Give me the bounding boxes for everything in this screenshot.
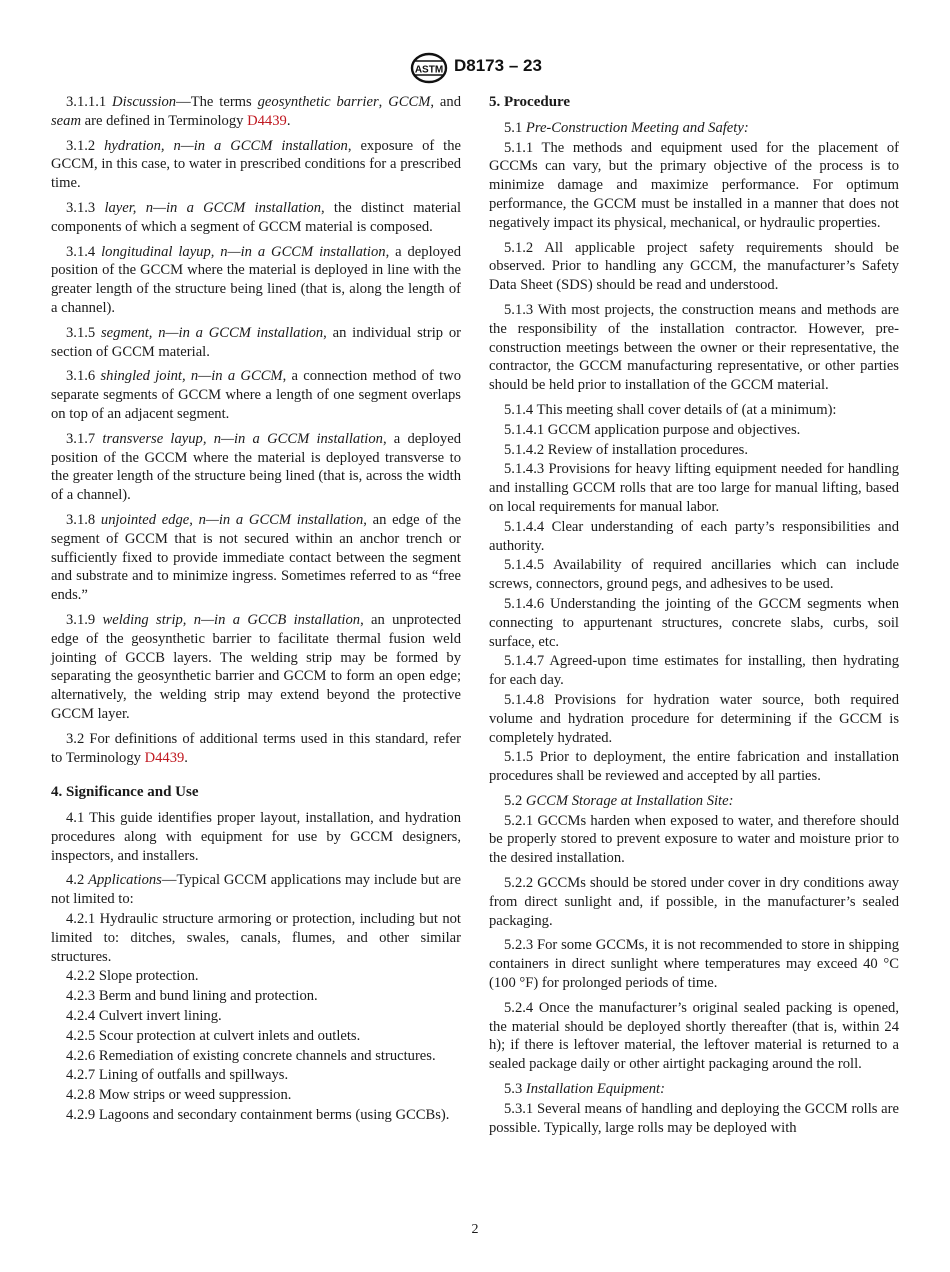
clause-4-2-2 [51, 967, 461, 986]
defined-term: Applications [88, 872, 162, 889]
clause-text: For definitions of additional terms used in this standard, refer to Terminology [51, 730, 462, 766]
clause-text: Review of installation procedures. [547, 441, 748, 458]
clause-4-2-5 [51, 1027, 461, 1046]
clause-4-2-6 [51, 1047, 461, 1066]
clause-text: GCCM application purpose and objectives. [547, 421, 801, 438]
clause-text: . [286, 112, 291, 129]
clause-5-1-4-6 [489, 595, 899, 651]
clause-text: Hydraulic structure armoring or protection, including but not limited to: ditches, swales, canals, flumes, and other similar structures. [51, 911, 461, 965]
clause-text: Lining of outfalls and spillways. [98, 1067, 289, 1084]
clause-number: 5.3.1 [504, 1100, 534, 1117]
clause-5-2-2 [489, 874, 899, 930]
clause-number: 5.2.1 [504, 812, 534, 829]
standard-reference-link[interactable]: D4439 [247, 112, 287, 129]
clause-number: 3.1.1.1 [66, 94, 107, 110]
defined-term: hydration, n—in a GCCM installation [104, 137, 348, 154]
clause-number: 4.2.3 [66, 988, 96, 1005]
clause-number: 5.1.4.5 [504, 557, 545, 574]
clause-number: 5.1.5 [504, 749, 534, 766]
clause-text: Clear understanding of each party’s responsibilities and authority. [489, 518, 899, 554]
right-column [489, 93, 899, 1143]
clause-text: , the distinct material components of which a segment of GCCM material is composed. [51, 199, 462, 235]
clause-5-1-4-2 [489, 441, 899, 460]
clause-3-1-1-1 [51, 93, 461, 131]
clause-text: , and [430, 94, 461, 110]
clause-number: 4.2.6 [66, 1047, 96, 1064]
clause-5-1-5 [489, 748, 899, 786]
clause-number: 3.1.8 [66, 511, 96, 528]
clause-text: , a deployed position of the GCCM where the material is deployed transverse to the greater length of the structure being lined (that is, across the width of a channel). [51, 430, 461, 504]
clause-5-1-4-4 [489, 518, 899, 556]
clause-number: 4.2.1 [66, 911, 96, 928]
clause-text: , [378, 94, 389, 110]
clause-number: 5.2.3 [504, 937, 534, 954]
clause-text: Scour protection at culvert inlets and outlets. [98, 1027, 361, 1044]
clause-text: , an individual strip or section of GCCM material. [51, 324, 462, 360]
clause-5-1-4 [489, 401, 899, 420]
clause-number: 5.1.4.8 [504, 691, 545, 708]
defined-term: Pre-Construction Meeting and Safety: [525, 119, 749, 136]
clause-4-2-7 [51, 1066, 461, 1085]
clause-number: 5.3 [504, 1081, 523, 1098]
clause-text: GCCMs should be stored under cover in dry conditions away from direct sunlight and, if possible, in the manufacturer’s sealed packaging. [489, 875, 899, 929]
clause-5-1-4-8 [489, 691, 899, 747]
clause-5-2-3 [489, 936, 899, 992]
clause-4-2-1 [51, 910, 461, 966]
clause-text: —Typical GCCM applications may include but are not limited to: [51, 872, 461, 908]
clause-text: Berm and bund lining and protection. [98, 988, 318, 1005]
clause-3-1-7 [51, 430, 461, 505]
clause-number: 5.1.4.3 [504, 461, 545, 478]
clause-5-2-4 [489, 999, 899, 1074]
clause-number: 5.1.4.4 [504, 518, 545, 535]
clause-3-1-3 [51, 199, 461, 237]
clause-text: , a connection method of two separate segments of GCCM where a length of one segment overlaps on top of an adjacent segment. [51, 368, 462, 422]
clause-number: 3.1.3 [66, 199, 96, 216]
clause-text: Provisions for heavy lifting equipment needed for handling and installing GCCM rolls that are too large for manual lifting, based on local requirements for manual labor. [489, 461, 900, 515]
clause-3-1-5 [51, 324, 461, 362]
defined-term: seam [51, 112, 81, 129]
defined-term: GCCM Storage at Installation Site: [525, 792, 734, 809]
clause-text: Availability of required ancillaries which can include screws, connectors, ground pegs, and adhesives to be used. [489, 557, 899, 593]
clause-text: Agreed-upon time estimates for installing, then hydrating for each day. [489, 653, 899, 689]
clause-number: 4.2.8 [66, 1087, 96, 1104]
left-column [51, 93, 461, 1126]
defined-term: Discussion [112, 94, 177, 110]
clause-text: This meeting shall cover details of (at a minimum): [536, 401, 837, 418]
clause-text: Slope protection. [98, 968, 199, 985]
clause-4-2-8 [51, 1086, 461, 1105]
clause-number: 4.2.2 [66, 968, 96, 985]
clause-number: 4.2.4 [66, 1008, 96, 1025]
clause-5-1-3 [489, 301, 899, 395]
defined-term: unjointed edge, n—in a GCCM installation [100, 511, 364, 528]
defined-term: layer, n—in a GCCM installation [104, 199, 322, 216]
clause-3-1-6 [51, 367, 461, 423]
clause-number: 3.1.4 [66, 243, 96, 260]
clause-5-1-1 [489, 139, 899, 233]
clause-number: 5.1.4.2 [504, 441, 545, 458]
clause-text: Lagoons and secondary containment berms (using GCCBs). [98, 1107, 450, 1124]
standard-reference-link[interactable]: D4439 [144, 749, 185, 766]
defined-term: geosynthetic barrier [257, 94, 379, 110]
clause-text: Several means of handling and deploying the GCCM rolls are possible. Typically, large rolls may be deployed with [489, 1100, 899, 1136]
page-number: 2 [471, 1222, 479, 1237]
clause-number: 3.1.6 [66, 368, 96, 385]
clause-number: 5.2 [504, 792, 523, 809]
defined-term: Installation Equipment: [525, 1081, 665, 1098]
clause-5-1-4-7 [489, 652, 899, 690]
clause-text: are defined in Terminology [81, 112, 248, 129]
clause-number: 4.2.7 [66, 1067, 96, 1084]
defined-term: GCCM [388, 94, 431, 110]
clause-3-1-4 [51, 243, 461, 318]
clause-number: 5.1.4 [504, 401, 534, 418]
clause-number: 5.2.4 [504, 999, 534, 1016]
clause-text: —The terms [176, 94, 258, 110]
clause-number: 4.1 [66, 810, 85, 827]
clause-5-2 [489, 792, 899, 811]
clause-number: 5.1.4.1 [504, 421, 545, 438]
clause-text: Understanding the jointing of the GCCM segments when connecting to appurtenant structures, concrete slabs, curbs, soil surface, etc. [489, 595, 899, 650]
page-header [0, 52, 950, 86]
clause-4-2-4 [51, 1007, 461, 1026]
clause-text: Culvert invert lining. [98, 1008, 222, 1025]
clause-5-1-4-5 [489, 556, 899, 594]
clause-number: 4.2.5 [66, 1027, 96, 1044]
clause-4-1 [51, 809, 461, 865]
clause-text: , exposure of the GCCM, in this case, to water in prescribed conditions for a prescribed time. [51, 137, 461, 192]
section-heading: 5. Procedure [489, 94, 571, 110]
astm-logo-icon [408, 52, 450, 84]
clause-number: 3.1.9 [66, 611, 96, 628]
clause-5-3-1 [489, 1100, 899, 1138]
clause-3-1-2 [51, 137, 461, 193]
clause-text: Mow strips or weed suppression. [98, 1087, 292, 1104]
clause-text: This guide identifies proper layout, installation, and hydration procedures along with equipment for use by GCCM designers, inspectors, and installers. [51, 810, 461, 864]
clause-text: GCCMs harden when exposed to water, and therefore should be properly stored to prevent exposure to water and moisture prior to the desired installation. [489, 812, 899, 867]
clause-4-2 [51, 871, 461, 909]
defined-term: transverse layup, n—in a GCCM installation [102, 430, 383, 447]
clause-text: , a deployed position of the GCCM where the material is deployed in line with the greater length of the structure being lined (that is, along the length of a channel). [51, 243, 461, 316]
clause-3-1-9 [51, 611, 461, 724]
clause-number: 3.1.2 [66, 137, 96, 154]
clause-number: 5.1.3 [504, 301, 534, 318]
clause-number: 5.1 [504, 119, 523, 136]
clause-5-1-2 [489, 239, 899, 295]
clause-5-1-4-1 [489, 421, 899, 440]
clause-text: Provisions for hydration water source, both required volume and hydration procedure for determining if the GCCM is completely hydrated. [489, 691, 899, 746]
document-designation: D8173 – 23 [454, 56, 542, 75]
section-heading: 4. Significance and Use [51, 784, 199, 801]
clause-number: 5.1.4.7 [504, 653, 545, 670]
clause-number: 3.2 [66, 730, 85, 747]
clause-number: 5.1.1 [504, 139, 534, 156]
clause-5-2-1 [489, 812, 899, 868]
clause-3-2 [51, 730, 461, 768]
clause-4-2-9 [51, 1106, 461, 1125]
defined-term: longitudinal layup, n—in a GCCM installation [101, 243, 386, 260]
clause-number: 5.1.2 [504, 239, 534, 256]
clause-text: For some GCCMs, it is not recommended to store in shipping containers in direct sunlight where temperatures may exceed 40 °C (100 °F) for prolonged periods of time. [489, 937, 899, 992]
defined-term: segment, n—in a GCCM installation [100, 324, 324, 341]
clause-text: , an unprotected edge of the geosynthetic barrier to facilitate thermal fusion weld jointing of GCCB layers. The welding strip may be formed by separating the geosynthetic barrier and GCCM to form an open edge; alternatively, the welding strip may extend beyond the protective GCCM layer. [51, 611, 462, 722]
clause-text: , an edge of the segment of GCCM that is not secured within an anchor trench or sufficiently fixed to provide immediate contact between the segment and substrate and to minimize ingress. Sometimes referred to as “free ends.” [51, 511, 461, 604]
clause-number: 4.2 [66, 872, 85, 889]
clause-number: 3.1.7 [66, 430, 96, 447]
clause-text: With most projects, the construction means and methods are the responsibility of the installation contractor. However, pre-construction meetings between the owner or their representative, the contractor, the GCCM manufacturing representative, or other parties should be held prior to installation of the GCCM material. [489, 301, 899, 394]
clause-text: All applicable project safety requirements should be observed. Prior to handling any GCCM, the manufacturer’s Safety Data Sheet (SDS) should be read and understood. [489, 239, 900, 294]
clause-number: 5.1.4.6 [504, 595, 545, 612]
clause-5-1 [489, 119, 899, 138]
clause-text: . [184, 749, 188, 766]
clause-text: Remediation of existing concrete channels and structures. [98, 1047, 436, 1064]
clause-number: 4.2.9 [66, 1107, 96, 1124]
clause-5-3 [489, 1080, 899, 1099]
defined-term: welding strip, n—in a GCCB installation [102, 611, 361, 628]
clause-text: Once the manufacturer’s original sealed packing is opened, the material should be deployed shortly thereafter (that is, within 24 h); if there is leftover material, the leftover material is returned to a sealed package daily or other airtight packaging around the roll. [489, 999, 900, 1073]
clause-4-2-3 [51, 987, 461, 1006]
clause-number: 3.1.5 [66, 324, 96, 341]
svg-text:ASTM: ASTM [414, 64, 444, 76]
clause-3-1-8 [51, 511, 461, 605]
clause-text: Prior to deployment, the entire fabrication and installation procedures shall be reviewed and accepted by all parties. [489, 749, 899, 785]
clause-text: The methods and equipment used for the placement of GCCMs can vary, but the primary objective of the process is to minimize damage and maximize performance. For optimum performance, the GCCM must be installed in a manner that does not negatively impact its physical, mechanical, or hydraulic properties. [489, 139, 899, 231]
defined-term: shingled joint, n—in a GCCM [100, 368, 283, 385]
clause-number: 5.2.2 [504, 875, 534, 892]
clause-5-1-4-3 [489, 460, 899, 516]
